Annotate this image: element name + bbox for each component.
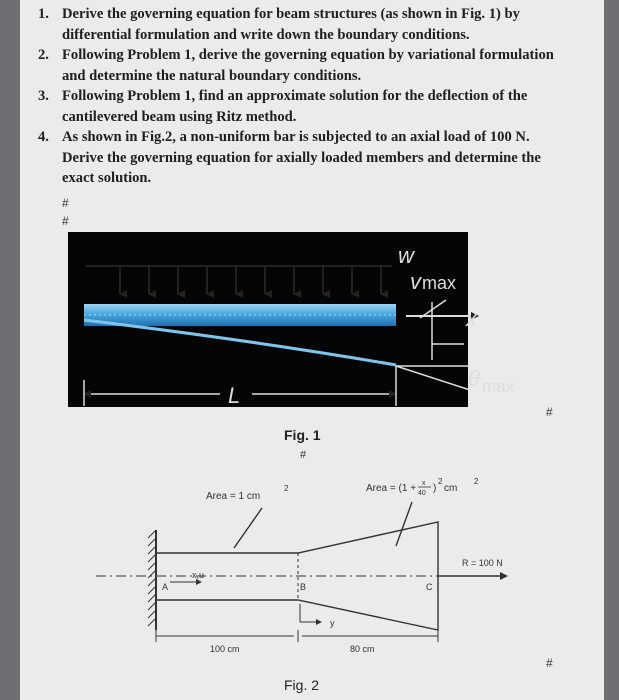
wall-hatching [148,530,156,626]
theta-subscript: max [482,377,515,396]
theta-label: θ [468,366,480,391]
xu-label: x,u [192,570,205,580]
point-c: C [426,582,433,592]
problem-1: 1. Derive the governing equation for beam structures (as shown in Fig. 1) by differential formulation and write down the boundary conditions. [38,6,520,43]
area-left-exponent: 2 [284,484,289,493]
y-label: y [330,618,335,628]
problem-2-text: Following Problem 1, derive the governing equation by variational formulation and determine the natural boundary conditions. [62,47,554,84]
load-label: R = 100 N [462,558,503,568]
problem-3-text: Following Problem 1, find an approximate solution for the deflection of the cantilevered beam using Ritz method. [62,88,528,125]
point-a: A [162,582,169,592]
length-label: L [228,383,241,408]
dimension-left-label: 100 cm [210,644,240,654]
load-label-w: w [398,243,414,268]
problem-4-text: As shown in Fig.2, a non-uniform bar is subjected to an axial load of 100 N. Derive the governing equation for axially loaded members and determine the exact solution. [62,129,541,186]
problem-4: 4. As shown in Fig.2, a non-uniform bar is subjected to an axial load of 100 N. Derive the governing equation for axially loaded members and determine the exact solution. [38,129,541,186]
area-left-leader [234,508,262,548]
area-left-label: Area = 1 cm [206,491,261,502]
hash-mark: # [546,656,553,670]
area-right-fraction-num: x [422,480,426,487]
figure-1-caption: Fig. 1 [284,427,321,443]
point-b: B [300,582,307,592]
figure-2-caption: Fig. 2 [284,677,320,693]
area-right-unit-exponent: 2 [474,477,479,486]
hash-mark: # [62,196,69,210]
hash-mark: # [62,214,69,228]
area-right-unit: cm [444,483,458,494]
area-right-exponent: 2 [438,477,443,486]
vmax-label: v [410,269,421,294]
area-right-suffix: ) [433,483,437,494]
problem-2: 2. Following Problem 1, derive the governing equation by variational formulation and determine the natural boundary conditions. [38,47,554,84]
area-right-prefix: Area = (1 + [366,483,417,494]
problem-1-text: Derive the governing equation for beam structures (as shown in Fig. 1) by differential formulation and write down the boundary conditions. [62,6,520,43]
hash-mark: # [300,449,307,461]
x-axis-label: x [466,306,477,331]
dimension-right-label: 80 cm [350,644,375,654]
area-right-fraction-den: 40 [418,490,426,497]
vmax-subscript: max [422,273,457,293]
area-right-leader [396,502,412,546]
problem-3: 3. Following Problem 1, find an approximate solution for the deflection of the cantilevered beam using Ritz method. [38,88,528,125]
hash-mark: # [546,405,553,419]
